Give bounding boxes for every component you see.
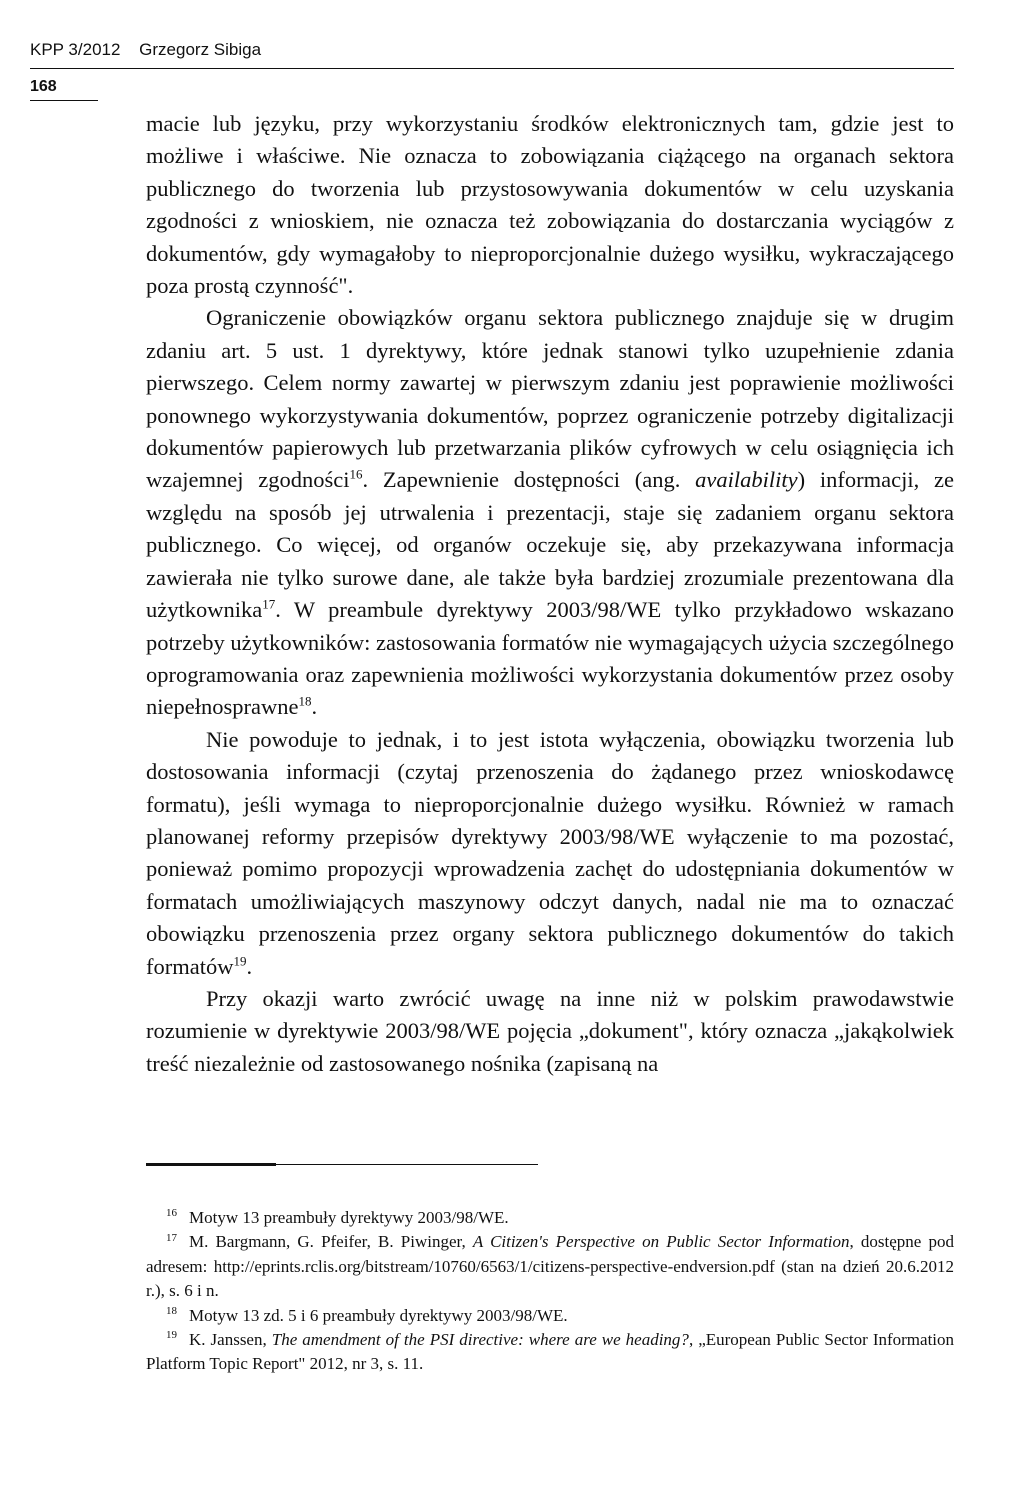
- footnote-19: [146, 1328, 954, 1377]
- running-header: [30, 40, 261, 60]
- main-text: [146, 108, 954, 1080]
- paragraph-3: [146, 724, 954, 983]
- paragraph-2-text-a: Ograniczenie obowiązków organu sektora publicznego znajduje się w drugim zdaniu art. 5 ust. 1 dyrektywy, które jednak stanowi tylko uzupełnienie zdania pierwszego. Celem normy zawartej w pierwszym zdaniu jest poprawienie możliwości ponownego wykorzystywania dokumentów, poprzez ograniczenie potrzeby digitalizacji dokumentów papierowych lub przetwarzania plików cyfrowych w celu osiągnięcia ich wzajemnej zgodności: [146, 305, 954, 493]
- paragraph-1: macie lub języku, przy wykorzystaniu środków elektronicznych tam, gdzie jest to możliwe i właściwe. Nie oznacza to zobowiązania ciążącego na organach sektora publicznego do tworzenia lub przystosowywania dokumentów w celu uzyskania zgodności z wnioskiem, nie oznacza też zobowiązania do dostarczania wyciągów z dokumentów, gdy wymagałoby to nieproporcjonalnie dużego wysiłku, wykraczającego poza prostą czynność".: [146, 111, 954, 299]
- footnote-text-rest: , dostępne pod adresem: http://eprints.rclis.org/bitstream/10760/6563/1/citizens-perspective-endversion.pdf (stan na dzień 20.6.2012 r.), s. 6 i n.: [146, 1232, 954, 1301]
- paragraph-2: [146, 302, 954, 723]
- footnotes: [146, 1206, 954, 1377]
- page-number-rule: [30, 100, 98, 101]
- journal-title: KPP 3/2012: [30, 40, 121, 59]
- header-rule: [30, 68, 954, 69]
- paragraph-2-text-b: . Zapewnienie dostępności (ang.: [362, 467, 696, 493]
- footnote-17: [146, 1230, 954, 1303]
- paragraph-4: Przy okazji warto zwrócić uwagę na inne niż w polskim prawodawstwie rozumienie w dyrektywie 2003/98/WE pojęcia „dokument", który oznacza „jakąkolwiek treść niezależnie od zastosowanego nośnika (zapisaną na: [146, 985, 954, 1076]
- author-name: Grzegorz Sibiga: [139, 40, 262, 59]
- footnote-text: Motyw 13 preambuły dyrektywy 2003/98/WE.: [189, 1208, 509, 1227]
- availability-term: availability: [695, 467, 798, 493]
- footnote-text: Motyw 13 zd. 5 i 6 preambuły dyrektywy 2003/98/WE.: [189, 1305, 568, 1325]
- footnote-number: 17: [166, 1231, 177, 1244]
- footnote-18: [146, 1304, 954, 1328]
- footnote-ref-16[interactable]: 16: [349, 466, 363, 482]
- footnote-text-rest: , „European Public Sector Information Platform Topic Report" 2012, nr 3, s. 11.: [146, 1330, 955, 1374]
- footnote-number: 16: [166, 1207, 177, 1220]
- paragraph-2-text-d: . W preambule dyrektywy 2003/98/WE tylko przykładowo wskazano potrzeby użytkowników: zastosowania formatów nie wymagających użycia szczególnego oprogramowania oraz zapewnienia możliwości wykorzystania dokumentów przez osoby niepełnosprawne: [146, 597, 954, 720]
- footnote-text: K. Janssen,: [189, 1330, 272, 1350]
- paragraph-3-text-a: Nie powoduje to jednak, i to jest istota wyłączenia, obowiązku tworzenia lub dostosowania informacji (czytaj przenoszenia do żądanego przez wnioskodawcę formatu), jeśli wymaga to nieproporcjonalnie dużego wysiłku. Również w ramach planowanej reformy przepisów dyrektywy 2003/98/WE wyłączenie to ma pozostać, ponieważ pomimo propozycji wprowadzenia zachęt do udostępniania dokumentów w formatach umożliwiających maszynowy odczyt danych, nadal nie ma to oznaczać obowiązku przenoszenia przez organy sektora publicznego dokumentów do takich formatów: [146, 726, 954, 979]
- footnote-separator-thick: [146, 1163, 276, 1166]
- footnote-number: 19: [166, 1329, 177, 1342]
- footnote-ref-17[interactable]: 17: [262, 596, 276, 612]
- footnote-title: The amendment of the PSI directive: where are we heading?: [271, 1330, 689, 1350]
- page-number: 168: [30, 78, 57, 95]
- footnote-number: 18: [166, 1304, 177, 1317]
- footnote-title: A Citizen's Perspective on Public Sector Information: [472, 1232, 850, 1252]
- paragraph-3-text-b: .: [246, 953, 253, 979]
- footnote-ref-19[interactable]: 19: [233, 953, 247, 969]
- paragraph-2-text-c: ) informacji, ze względu na sposób jej utrwalenia i prezentacji, staje się zadaniem organu sektora publicznego. Co więcej, od organów oczekuje się, aby przekazywana informacja zawierała nie tylko surowe dane, ale także była bardziej zrozumiale prezentowana dla użytkownika: [146, 467, 954, 623]
- footnote-ref-18[interactable]: 18: [298, 693, 312, 709]
- footnote-text: M. Bargmann, G. Pfeifer, B. Piwinger,: [189, 1232, 473, 1252]
- footnote-16: [146, 1206, 954, 1230]
- paragraph-2-text-e: .: [311, 694, 318, 720]
